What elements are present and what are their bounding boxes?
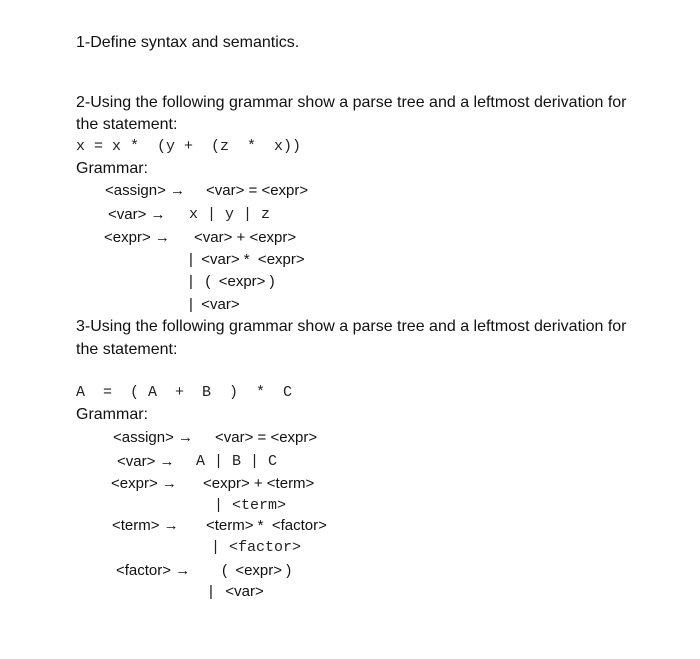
question-3-statement: A = ( A + B ) * C <box>76 384 293 401</box>
q3-expr-lhs: <expr> → <box>111 475 177 492</box>
q3-term-lhs: <term> → <box>112 517 179 534</box>
q2-var-rhs: x | y | z <box>189 206 271 223</box>
question-2-line-2: the statement: <box>76 116 178 133</box>
question-2-grammar-label: Grammar: <box>76 160 148 177</box>
q2-assign-lhs: <assign> → <box>105 182 186 199</box>
q3-factor-rhs-1: ( <expr> ) <box>222 562 292 579</box>
q2-expr-rhs-4: | <var> <box>189 296 240 313</box>
question-1-text: 1-Define syntax and semantics. <box>76 34 300 51</box>
q2-expr-rhs-2: | <var> * <expr> <box>189 251 305 268</box>
q3-var-lhs: <var> → <box>117 453 175 470</box>
q3-assign-rhs: <var> = <expr> <box>215 429 318 446</box>
q2-expr-rhs-1: <var> + <expr> <box>194 229 297 246</box>
question-3-grammar-label: Grammar: <box>76 406 148 423</box>
question-2-statement: x = x * (y + (z * x)) <box>76 138 302 155</box>
question-2-line-1: 2-Using the following grammar show a parse tree and a leftmost derivation for <box>76 94 627 111</box>
q3-factor-lhs: <factor> → <box>116 562 191 579</box>
q3-term-rhs-2: | <factor> <box>211 539 302 556</box>
q3-factor-rhs-2: | <var> <box>209 583 264 600</box>
q2-var-lhs: <var> → <box>108 206 166 223</box>
q3-term-rhs-1: <term> * <factor> <box>206 517 327 534</box>
q3-expr-rhs-2: | <term> <box>214 497 287 514</box>
q2-assign-rhs: <var> = <expr> <box>206 182 309 199</box>
question-3-line-2: the statement: <box>76 341 178 358</box>
q2-expr-rhs-3: | ( <expr> ) <box>189 273 275 290</box>
q3-expr-rhs-1: <expr> + <term> <box>203 475 315 492</box>
question-3-line-1: 3-Using the following grammar show a parse tree and a leftmost derivation for <box>76 318 627 335</box>
q3-assign-lhs: <assign> → <box>113 429 194 446</box>
q3-var-rhs: A | B | C <box>196 453 278 470</box>
q2-expr-lhs: <expr> → <box>104 229 170 246</box>
